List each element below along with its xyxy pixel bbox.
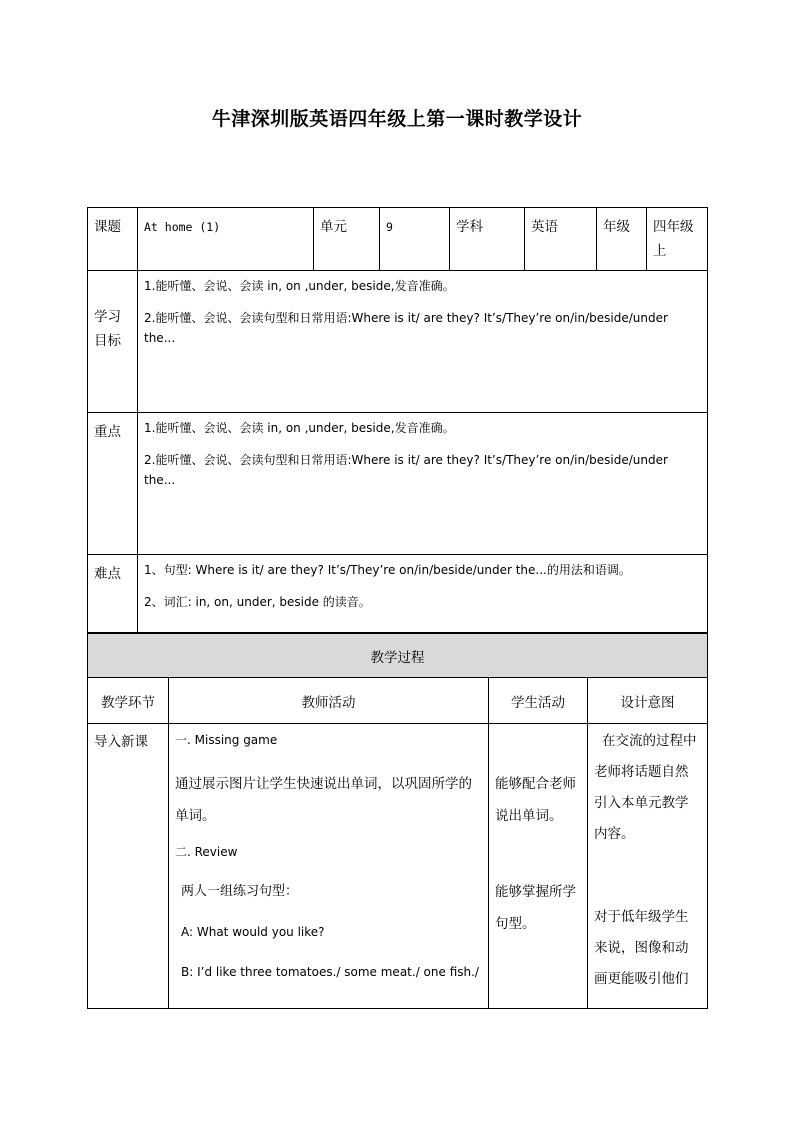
difficulty-line-2: 2、词汇: in, on, under, beside 的读音。: [144, 595, 371, 609]
subject-value: 英语: [525, 208, 597, 271]
teacher-item-6: B: I’d like three tomatoes./ some meat./ one fish./: [181, 965, 479, 979]
difficulties-label: 难点: [88, 555, 138, 633]
process-table: [87, 633, 708, 1009]
objective-line-1: 1.能听懂、会说、会读 in, on ,under, beside,发音准确。: [144, 279, 455, 293]
teacher-item-5: A: What would you like?: [181, 925, 325, 939]
unit-label: 单元: [314, 208, 380, 271]
key-points-label: 重点: [88, 413, 138, 555]
key-point-line-2: 2.能听懂、会说、会读句型和日常用语:Where is it/ are they? It’s/They’re on/in/beside/under the...: [144, 453, 668, 487]
teacher-item-4: 两人一组练习句型：: [181, 884, 299, 899]
key-points-content: [138, 413, 708, 555]
design-intent-cell: [588, 724, 708, 1009]
intent-item-1: 在交流的过程中老师将话题自然引入本单元教学内容。: [594, 733, 697, 842]
col-intent-header: 设计意图: [588, 678, 708, 724]
teacher-activity-cell: [169, 724, 489, 1009]
student-item-2: 能够掌握所学句型。: [495, 884, 576, 932]
objective-line-2: 2.能听懂、会说、会读句型和日常用语:Where is it/ are they? It’s/They’re on/in/beside/under the...: [144, 311, 668, 345]
process-header: 教学过程: [88, 634, 708, 678]
student-item-1: 能够配合老师说出单词。: [495, 776, 576, 824]
difficulty-line-1: 1、句型: Where is it/ are they? It’s/They’re on/in/beside/under the...的用法和语调。: [144, 563, 631, 577]
topic-label: 课题: [88, 208, 138, 271]
teacher-item-3: 二. Review: [175, 845, 238, 859]
teacher-item-1: 一. Missing game: [175, 733, 278, 747]
stage-cell: 导入新课: [88, 724, 169, 1009]
subject-label: 学科: [450, 208, 525, 271]
objectives-label: 学习目标: [88, 271, 138, 413]
document-title: 牛津深圳版英语四年级上第一课时教学设计: [211, 108, 583, 130]
difficulties-content: [138, 555, 708, 633]
grade-value: 四年级上: [647, 208, 708, 271]
student-activity-cell: [489, 724, 588, 1009]
unit-value: 9: [380, 208, 450, 271]
col-student-header: 学生活动: [489, 678, 588, 724]
grade-label: 年级: [597, 208, 647, 271]
objectives-content: [138, 271, 708, 413]
col-stage-header: 教学环节: [88, 678, 169, 724]
intent-item-2: 对于低年级学生来说，图像和动画更能吸引他们: [594, 909, 689, 987]
topic-value: At home (1): [138, 208, 314, 271]
col-teacher-header: 教师活动: [169, 678, 489, 724]
teacher-item-2: 通过展示图片让学生快速说出单词，以巩固所学的单词。: [175, 776, 472, 824]
info-table: [87, 207, 708, 633]
key-point-line-1: 1.能听懂、会说、会读 in, on ,under, beside,发音准确。: [144, 421, 455, 435]
